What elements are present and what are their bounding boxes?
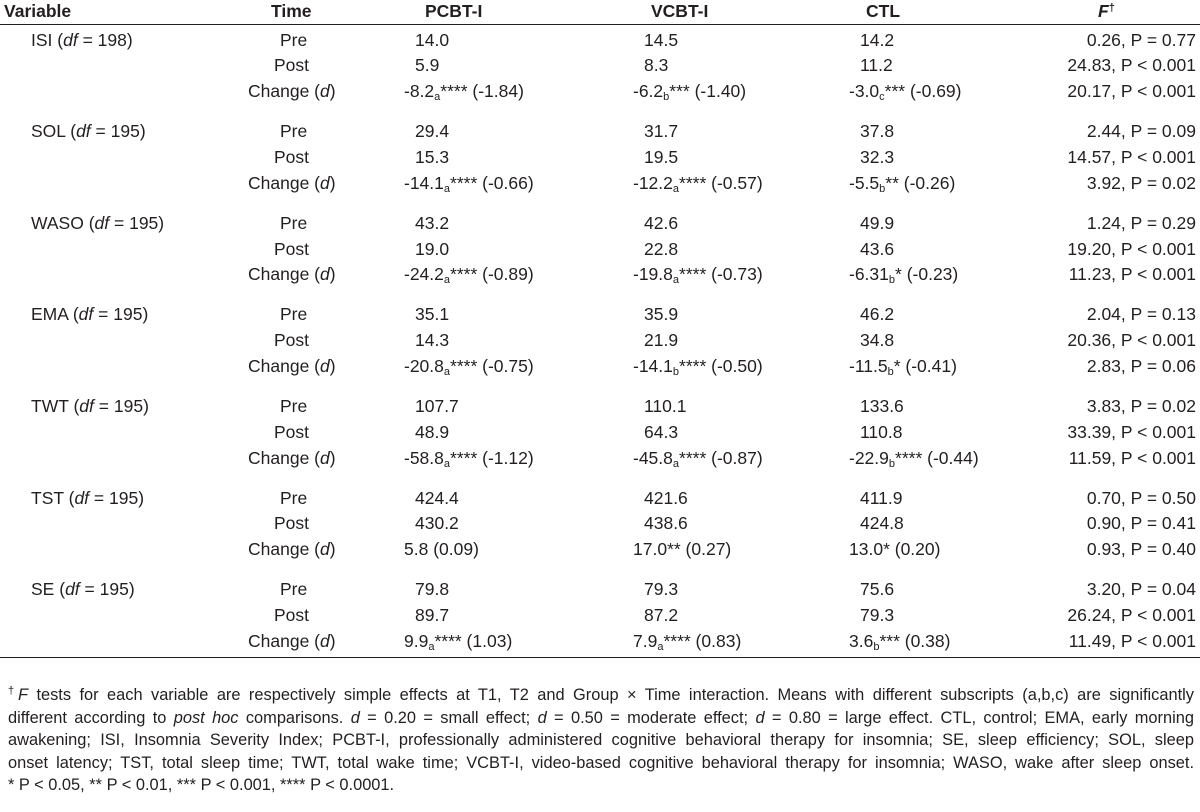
pcbt-cell: 48.9 [415,421,450,442]
vcbt-cell: $-19.8_a****$ (-0.73) [633,264,763,287]
header-time: Time [271,1,312,21]
vcbt-cell: 110.1 [644,395,687,416]
f-cell: 19.20, P < 0.001 [1067,238,1196,259]
f-cell: 11.23, P < 0.001 [1068,264,1196,285]
time-cell: Post [274,330,310,351]
pcbt-cell: 5.9 [415,55,440,76]
ctl-cell: 14.2 [860,29,895,50]
time-cell: Post [274,421,310,442]
f-cell: 3.92, P = 0.02 [1086,172,1196,193]
header-f: F† [1098,1,1115,21]
ctl-cell: 43.6 [860,238,895,259]
f-cell: 3.20, P = 0.04 [1086,579,1196,600]
ctl-cell: 133.6 [860,395,904,416]
ctl-cell: 424.8 [860,513,904,534]
bottom-rule [0,657,1200,658]
time-cell: Pre [280,212,308,233]
pcbt-cell: $-24.2_a****$ (-0.89) [404,264,534,287]
f-cell: 26.24, P < 0.001 [1067,604,1196,625]
variable-label: WASO (df = 195) [31,212,165,233]
ctl-cell: 37.8 [860,121,895,142]
time-cell: Post [274,238,310,259]
pcbt-cell: 19.0 [415,238,450,259]
vcbt-cell: $-6.2_b***$ (-1.40) [633,81,747,104]
variable-label: TWT (df = 195) [31,395,149,416]
pcbt-cell: 29.4 [415,121,450,142]
f-cell: 14.57, P < 0.001 [1067,146,1196,167]
f-cell: 2.83, P = 0.06 [1086,355,1196,376]
vcbt-cell: 35.9 [644,304,679,325]
f-cell: 20.17, P < 0.001 [1067,81,1196,102]
ctl-cell: 411.9 [860,487,903,508]
pcbt-cell: $-14.1_a****$ (-0.66) [404,172,534,195]
time-cell: Change (d) [248,630,336,651]
time-cell: Change (d) [248,539,336,560]
time-cell: Change (d) [248,264,336,285]
f-cell: 3.83, P = 0.02 [1086,395,1196,416]
vcbt-cell: 22.8 [644,238,679,259]
header-rule [0,24,1200,25]
pcbt-cell: 5.8 (0.09) [404,539,479,560]
f-cell: 0.90, P = 0.41 [1086,513,1196,534]
ctl-cell: 34.8 [860,330,895,351]
ctl-cell: $-5.5_b**$ (-0.26) [849,172,956,195]
variable-label: TST (df = 195) [31,487,145,508]
pcbt-cell: 430.2 [415,513,459,534]
ctl-cell: 46.2 [860,304,895,325]
variable-label: SE (df = 195) [31,579,135,600]
vcbt-cell: $-14.1_b****$ (-0.50) [633,355,763,378]
header-ctl: CTL [866,1,901,21]
vcbt-cell: 17.0** (0.27) [633,539,732,560]
footnote-line: awakening; ISI, Insomnia Severity Index; PCBT-I, professionally administered cognitive behavioral therapy for insomnia; SE, sleep efficiency; SOL, sleep [8,731,1194,749]
ctl-cell: 79.3 [860,604,895,625]
ctl-cell: $-6.31_b*$ (-0.23) [849,264,959,287]
ctl-cell: 11.2 [860,55,893,76]
vcbt-cell: $-12.2_a****$ (-0.57) [633,172,763,195]
f-cell: 24.83, P < 0.001 [1067,55,1196,76]
time-cell: Post [274,604,310,625]
vcbt-cell: $-45.8_a****$ (-0.87) [633,447,763,470]
header-variable: Variable [4,1,72,21]
footnote-line: * P < 0.05, ** P < 0.01, *** P < 0.001, **** P < 0.0001. [8,776,395,794]
time-cell: Post [274,513,310,534]
f-cell: 0.93, P = 0.40 [1086,539,1196,560]
variable-label: EMA (df = 195) [31,304,149,325]
pcbt-cell: $-8.2_a****$ (-1.84) [404,81,524,104]
pcbt-cell: 15.3 [415,146,450,167]
vcbt-cell: 31.7 [644,121,679,142]
time-cell: Change (d) [248,172,336,193]
vcbt-cell: 19.5 [644,146,679,167]
ctl-cell: 75.6 [860,579,895,600]
ctl-cell: 32.3 [860,146,895,167]
footnote-line: †F tests for each variable are respectively simple effects at T1, T2 and Group × Time interaction. Means with different subscripts (a,b,c) are significantly [8,685,1194,704]
pcbt-cell: 79.8 [415,579,450,600]
vcbt-cell: 21.9 [644,330,679,351]
time-cell: Pre [280,29,308,50]
f-cell: 20.36, P < 0.001 [1067,330,1196,351]
pcbt-cell: 14.0 [415,29,450,50]
vcbt-cell: 421.6 [644,487,688,508]
f-cell: 11.59, P < 0.001 [1068,447,1196,468]
time-cell: Pre [280,579,308,600]
ctl-cell: $3.6_b***$ (0.38) [849,630,951,653]
table-footnote [8,684,1194,797]
pcbt-cell: 14.3 [415,330,450,351]
footnote-line: onset latency; TST, total sleep time; TWT, total wake time; VCBT-I, video-based cognitive behavioral therapy for insomnia; WASO, wake after sleep onset. [8,753,1194,772]
time-cell: Post [274,146,310,167]
footnote-line: different according to post hoc comparisons. d = 0.20 = small effect; d = 0.50 = moderate effect; d = 0.80 = large effect. CTL, control; EMA, early morning [8,708,1194,727]
vcbt-cell: 79.3 [644,579,679,600]
vcbt-cell: 8.3 [644,55,669,76]
time-cell: Change (d) [248,447,336,468]
ctl-cell: $-22.9_b****$ (-0.44) [849,447,979,470]
time-cell: Pre [280,395,308,416]
time-cell: Change (d) [248,355,336,376]
f-cell: 2.44, P = 0.09 [1086,121,1196,142]
ctl-cell: 49.9 [860,212,895,233]
header-vcbt: VCBT-I [651,1,709,21]
f-cell: 33.39, P < 0.001 [1067,421,1196,442]
ctl-cell: 110.8 [860,421,903,442]
f-cell: 0.70, P = 0.50 [1086,487,1196,508]
vcbt-cell: 14.5 [644,29,679,50]
pcbt-cell: $9.9_a****$ (1.03) [404,630,513,653]
time-cell: Pre [280,304,308,325]
vcbt-cell: 64.3 [644,421,679,442]
ctl-cell: $-3.0_c***$ (-0.69) [849,81,962,104]
vcbt-cell: 87.2 [644,604,679,625]
f-cell: 11.49, P < 0.001 [1068,630,1196,651]
time-cell: Change (d) [248,81,336,102]
variable-label: SOL (df = 195) [31,121,146,142]
time-cell: Post [274,55,310,76]
vcbt-cell: 438.6 [644,513,688,534]
pcbt-cell: 424.4 [415,487,459,508]
f-cell: 1.24, P = 0.29 [1086,212,1196,233]
ctl-cell: 13.0* (0.20) [849,539,941,560]
f-cell: 0.26, P = 0.77 [1086,29,1196,50]
pcbt-cell: $-58.8_a****$ (-1.12) [404,447,534,470]
ctl-cell: $-11.5_b*$ (-0.41) [849,355,957,378]
header-pcbt: PCBT-I [425,1,483,21]
pcbt-cell: 35.1 [415,304,450,325]
time-cell: Pre [280,121,308,142]
vcbt-cell: $7.9_a****$ (0.83) [633,630,742,653]
f-cell: 2.04, P = 0.13 [1086,304,1196,325]
pcbt-cell: $-20.8_a****$ (-0.75) [404,355,534,378]
vcbt-cell: 42.6 [644,212,679,233]
time-cell: Pre [280,487,308,508]
pcbt-cell: 89.7 [415,604,450,625]
variable-label: ISI (df = 198) [31,29,133,50]
pcbt-cell: 43.2 [415,212,450,233]
pcbt-cell: 107.7 [415,395,459,416]
